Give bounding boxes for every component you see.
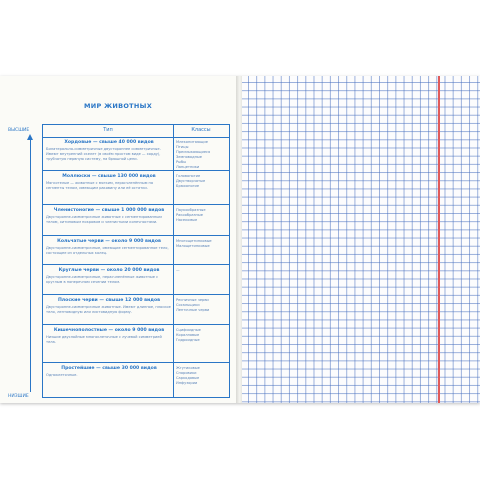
- class-item: Жгутиковые: [176, 366, 200, 370]
- table-row: [43, 137, 229, 171]
- axis-label-bottom: НИЗШИЕ: [8, 394, 29, 399]
- class-item: Сосальщики: [176, 303, 200, 307]
- phylum-description: Двусторонне-симметричные, нерасчленённые животные с круглым в поперечном сечении телом.: [46, 275, 159, 284]
- phylum-name: Кольчатые черви — около 9 000 видов: [57, 239, 161, 244]
- class-list: [176, 298, 228, 313]
- phylum-description: Двусторонне-симметричные животные с сегментированным телом, хитиновым покровом и членистыми конечностями.: [46, 215, 162, 224]
- table-row: [43, 205, 229, 236]
- phylum-name: Моллюски — свыше 130 000 видов: [62, 174, 156, 179]
- class-list: [176, 366, 228, 386]
- class-item: Млекопитающие: [176, 140, 208, 144]
- class-item: Малощетинковые: [176, 244, 210, 248]
- phylum-name: Простейшие — свыше 30 000 видов: [61, 366, 157, 371]
- class-item: Брюхоногие: [176, 184, 200, 188]
- class-item: —: [176, 268, 180, 272]
- class-item: Двустворчатые: [176, 179, 206, 183]
- class-item: Инфузории: [176, 381, 198, 385]
- margin-line: [438, 76, 440, 403]
- notebook-spread: [0, 76, 480, 403]
- phylum-name: Плоские черви — свыше 12 000 видов: [57, 298, 161, 303]
- animal-kingdom-table: [42, 124, 230, 398]
- class-item: Рыбы: [176, 160, 187, 164]
- class-item: Гидроидные: [176, 338, 200, 342]
- phylum-description: Двусторонне-симметричные животные. Имеют длинное, плоское тело, лентовидную или листовидную форму.: [46, 305, 171, 314]
- phylum-name: Членистоногие — свыше 1 000 000 видов: [53, 208, 165, 213]
- class-item: Ресничные черви: [176, 298, 209, 302]
- class-list: [176, 239, 228, 249]
- class-item: Многощетинковые: [176, 239, 212, 243]
- table-row: [43, 295, 229, 325]
- phylum-description: Мягкотелые — животные с мягким, нерасчленённым на сегменты телом, имеющим раковину или её остатки.: [46, 181, 154, 190]
- class-item: Земноводные: [176, 155, 202, 159]
- page-title: МИР ЖИВОТНЫХ: [83, 102, 153, 110]
- table-row: [43, 265, 229, 295]
- header-type: Тип: [103, 127, 113, 133]
- class-list: [176, 268, 228, 273]
- class-item: Ракообразные: [176, 213, 203, 217]
- phylum-description: Двусторонне-симметричные, имеющие сегментированное тело, состоящее из отдельных колец.: [46, 246, 169, 255]
- class-item: Саркодовые: [176, 376, 200, 380]
- class-item: Пресмыкающиеся: [176, 150, 211, 154]
- phylum-description: Низшие двуслойные многоклеточные с лучевой симметрией тела.: [46, 335, 162, 344]
- class-item: Птицы: [176, 145, 189, 149]
- class-item: Сцифоидные: [176, 328, 201, 332]
- class-item: Насекомые: [176, 218, 198, 222]
- phylum-name: Круглые черви — около 20 000 видов: [58, 268, 160, 273]
- phylum-description: Одноклеточные.: [46, 373, 78, 377]
- class-item: Ленточные черви: [176, 308, 210, 312]
- axis-label-top: ВЫСШИЕ: [8, 128, 30, 133]
- class-item: Споровики: [176, 371, 197, 375]
- class-list: [176, 328, 228, 343]
- class-item: Коралловые: [176, 333, 200, 337]
- table-row: [43, 236, 229, 265]
- header-classes: Классы: [191, 127, 211, 133]
- table-row: [43, 363, 229, 397]
- class-item: Паукообразные: [176, 208, 206, 212]
- table-row: [43, 171, 229, 205]
- class-item: Ланцетники: [176, 165, 200, 169]
- evolution-axis-line: [30, 138, 31, 392]
- class-item: Головоногие: [176, 174, 201, 178]
- class-list: [176, 208, 228, 223]
- table-row: [43, 325, 229, 363]
- class-list: [176, 140, 228, 170]
- arrow-up-icon: [27, 134, 33, 140]
- phylum-description: Билатерально-симметричные двустороннее симметричные. Имеют внутренний скелет (в своём простом виде — хорду), трубчатую нервную систему, на брюшной цепи.: [46, 147, 161, 161]
- class-list: [176, 174, 228, 189]
- phylum-name: Хордовые — свыше 40 000 видов: [64, 140, 154, 145]
- phylum-name: Кишечнополостные — около 9 000 видов: [53, 328, 165, 333]
- back-cover-page: [0, 76, 236, 403]
- grid-page: [242, 76, 480, 403]
